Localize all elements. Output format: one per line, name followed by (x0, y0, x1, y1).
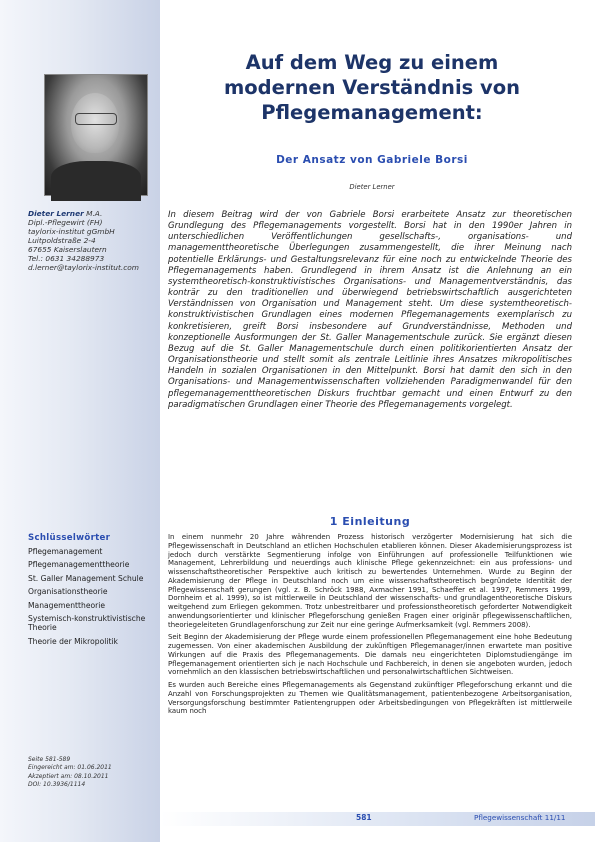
keywords-title: Schlüsselwörter (28, 533, 111, 543)
author-phone: Tel.: 0631 34288973 (28, 254, 105, 263)
body-paragraph-1: In einem nunmehr 20 Jahre währenden Prozess historisch verzögerter Modernisierung hat sich die Pflegewissenschaft in Deutschland an etlichen Hochschulen etablieren können. Dieser Akademisierungsprozess ist jedoch durch verstärkte Segmentierung infolge von Einführungen auf professionelle Teilfunktionen wie Management, Lehrerbildung und neuerdings auch klinische Pflege gekennzeichnet: ein aus professions- und wissenschaftstheoretischer Perspektive auch kritisch zu bewertendes Unternehmen. Wurde zu Beginn der Akademisierung der Pflege in Deutschland noch um eine wissenschaftstheoretisch begründete Identität der Pflegewissenschaft gerungen (vgl. z. B. Schröck 1988, Axmacher 1991, Schaeffer et al. 1997, Remmers 1999, Dornheim et al. 1999), so ist mittlerweile in Deutschland der wissenschafts- und grundlagentheoretische Diskurs weitgehend zum Erliegen gekommen. Trotz unbestreitbarer und professionstheoretisch geforderter Notwendigkeit anwendungsorientierter und klinischer Pflegeforschung genießen Fragen einer originär pflegewissenschaftlichen, theoriegeleiteten Grundlagenforschung zur Zeit nur eine geringe Aufmerksamkeit (vgl. Remmers 2008). (168, 533, 572, 629)
title-line-1: Auf dem Weg zu einem (245, 51, 499, 74)
author-name-line (28, 209, 158, 218)
author-photo-glasses (75, 113, 117, 125)
page-number: 581 (356, 813, 372, 822)
journal-name: Pflegewissenschaft 11/11 (474, 813, 566, 822)
author-line-2: taylorix-institut gGmbH (28, 227, 115, 236)
author-line-1: Dipl.-Pflegewirt (FH) (28, 218, 103, 227)
body-paragraph-3: Es wurden auch Bereiche eines Pflegemanagements als Gegenstand zukünftiger Pflegeforschung erkannt und die Anzahl von Forschungsprojekten zu Themen wie Qualitätsmanagement, patientenbezogene Arbeitsorganisation, Versorgungsforschung bestimmter Patientengruppen oder Arbeitsbedingungen von Pflegekräften ist mittlerweile kaum noch (168, 681, 572, 716)
keyword-item: Theorie der Mikropolitik (28, 636, 118, 646)
article-meta (28, 756, 156, 790)
author-line-4: 67655 Kaiserslautern (28, 245, 107, 254)
meta-pages: Seite 581-589 (28, 756, 71, 763)
keyword-item: St. Galler Management Schule (28, 573, 144, 583)
author-name: Dieter Lerner (28, 209, 84, 218)
keyword-item: Managementtheorie (28, 600, 106, 610)
title-line-2: modernen Verständnis von (223, 76, 521, 99)
keyword-item: Pflegemanagementtheorie (28, 560, 130, 570)
author-photo (44, 74, 148, 196)
article-body (168, 533, 572, 720)
meta-submitted: Eingereicht am: 01.06.2011 (28, 764, 112, 772)
keyword-item: Systemisch-konstruktivistische Theorie (28, 613, 146, 633)
title-line-3: Pflegemanagement: (261, 101, 483, 124)
article-title (172, 50, 572, 125)
section-heading: 1 Einleitung (329, 515, 411, 528)
keyword-item: Pflegemanagement (28, 547, 103, 556)
meta-doi: DOI: 10.3936/1114 (28, 781, 86, 789)
keyword-item: Organisationstheorie (28, 587, 108, 597)
article-abstract: In diesem Beitrag wird der von Gabriele Borsi erarbeitete Ansatz zur theoretischen Grundlegung des Pflegemanagements vorgestellt. Borsi hat in den 1990er Jahren in unterschiedlichen Veröffentlichungen gesellschafts-, organisations- und managementtheoretische Überlegungen zusammengestellt, die ihrer Meinung nach potentielle Erklärungs- und Gestaltungsrelevanz für eine noch zu entwickelnde Theorie des Pflegemanagements haben. Grundlegend in ihrem Ansatz ist die Anlehnung an ein systemtheoretisch-konstruktivistisches Organisations- und Managementverständnis, das konträr zu den traditionellen und überwiegend betriebswirtschaftlich ausgerichteten Verständnissen von Organisation und Management steht. Um diese systemtheoretisch-konstruktivistischen Grundlagen eines modernen Pflegemanagements exemplarisch zu konkretisieren, greift Borsi insbesondere auf Grundverständnisse, Methoden und konzeptionelle Ausformungen der St. Galler Managementschule zurück. Sie ergänzt diesen Bezug auf die St. Galler Managementschule durch einen politikorientierten Ansatz der Organisationstheorie und stellt somit als zentrale Leitlinie ihres Ansatzes mikropolitisches Handeln in sozialen Organisationen in den Mittelpunkt. Borsi hat damit den sich in den Organisations- und Managementwissenschaften vollziehenden Paradigmenwandel für den pflegemanagementtheoretischen Diskurs fruchtbar gemacht und einen Entwurf zu den paradigmatischen Grundlagen einer Theorie des Pflegemanagements vorgelegt. (168, 210, 572, 410)
article-byline: Dieter Lerner (349, 183, 395, 191)
body-paragraph-2: Seit Beginn der Akademisierung der Pflege wurde einem professionellen Pflegemanagement eine hohe Bedeutung zugemessen. Von einer akademischen Ausbildung der zukünftigen Pflegemanager/innen erwartete man positive Wirkungen auf die Praxis des Pflegemanagements. Die damals neu eingerichteten Diplomstudiengänge im Pflegemanagement orientierten sich je nach Hochschule und Fachbereich, in denen sie angeboten wurden, jedoch vornehmlich an den klassischen betriebswirtschaftlichen und personalwirtschaftlichen Sichtweisen. (168, 633, 572, 677)
keywords-box (28, 533, 156, 650)
author-photo-shoulders (51, 161, 141, 201)
author-email[interactable]: d.lerner@taylorix-institut.com (28, 263, 140, 272)
author-line-3: Luitpoldstraße 2-4 (28, 236, 96, 245)
author-degree: M.A. (83, 209, 103, 218)
article-subtitle: Der Ansatz von Gabriele Borsi (276, 154, 468, 166)
author-contact-box (28, 209, 158, 272)
meta-accepted: Akzeptiert am: 08.10.2011 (28, 772, 109, 780)
